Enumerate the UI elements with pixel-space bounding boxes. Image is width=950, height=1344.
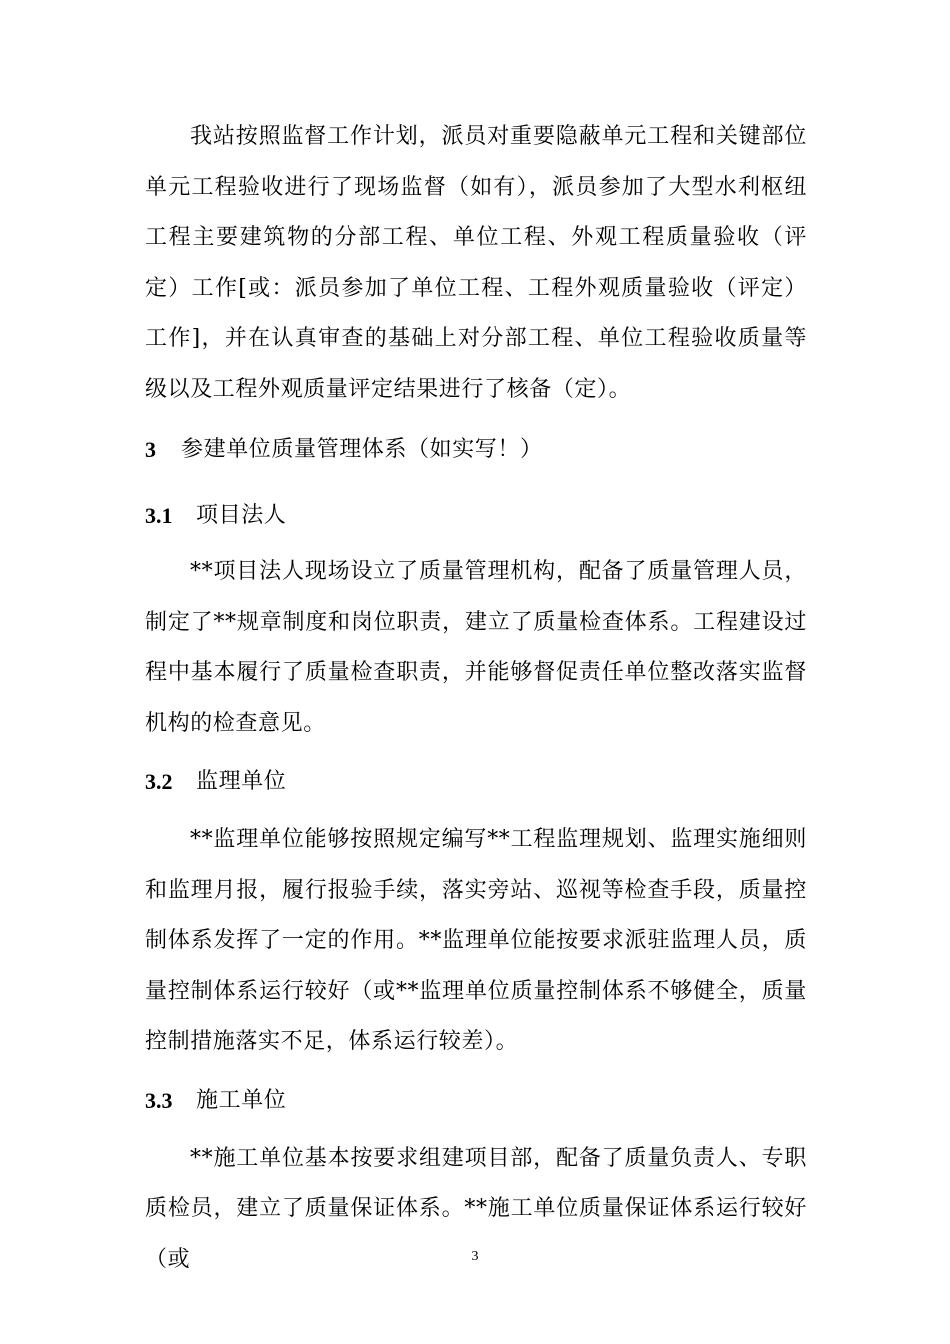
intro-paragraph: 我站按照监督工作计划，派员对重要隐蔽单元工程和关键部位单元工程验收进行了现场监督（如有），派员参加了大型水利枢纽工程主要建筑物的分部工程、单位工程、外观工程质量验收（评定）工作[或：派员参加了单位工程、工程外观质量验收（评定）工作]，并在认真审查的基础上对分部工程、单位工程验收质量等级以及工程外观质量评定结果进行了核备（定）。 <box>145 124 807 402</box>
section-3-2-heading <box>145 749 807 815</box>
section-3-3-heading <box>145 1068 807 1134</box>
section-3-1-number: 3.1 <box>145 503 173 528</box>
section-3-heading <box>145 415 807 489</box>
page-number: 3 <box>471 1249 479 1264</box>
section-3-3-body: **施工单位基本按要求组建项目部，配备了质量负责人、专职质检员，建立了质量保证体系。**施工单位质量保证体系运行较好（或 <box>145 1145 807 1272</box>
section-3-1-heading <box>145 489 807 547</box>
section-3-title: 参建单位质量管理体系（如实写！） <box>181 437 543 462</box>
section-3-1-title: 项目法人 <box>196 503 287 528</box>
section-3-3-title: 施工单位 <box>196 1087 287 1113</box>
section-3-number: 3 <box>145 437 156 462</box>
section-3-1-body: **项目法人现场设立了质量管理机构，配备了质量管理人员，制定了**规章制度和岗位职责，建立了质量检查体系。工程建设过程中基本履行了质量检查职责，并能够督促责任单位整改落实监督机构的检查意见。 <box>145 559 807 736</box>
section-3-2-body: **监理单位能够按照规定编写**工程监理规划、监理实施细则和监理月报，履行报验手续，落实旁站、巡视等检查手段，质量控制体系发挥了一定的作用。**监理单位能按要求派驻监理人员，质量控制体系运行较好（或**监理单位质量控制体系不够健全，质量控制措施落实不足，体系运行较差）。 <box>145 827 807 1054</box>
section-3-3-number: 3.3 <box>145 1087 173 1113</box>
document-body <box>145 112 807 1285</box>
section-3-2-title: 监理单位 <box>196 769 287 794</box>
section-3-2-number: 3.2 <box>145 769 173 794</box>
